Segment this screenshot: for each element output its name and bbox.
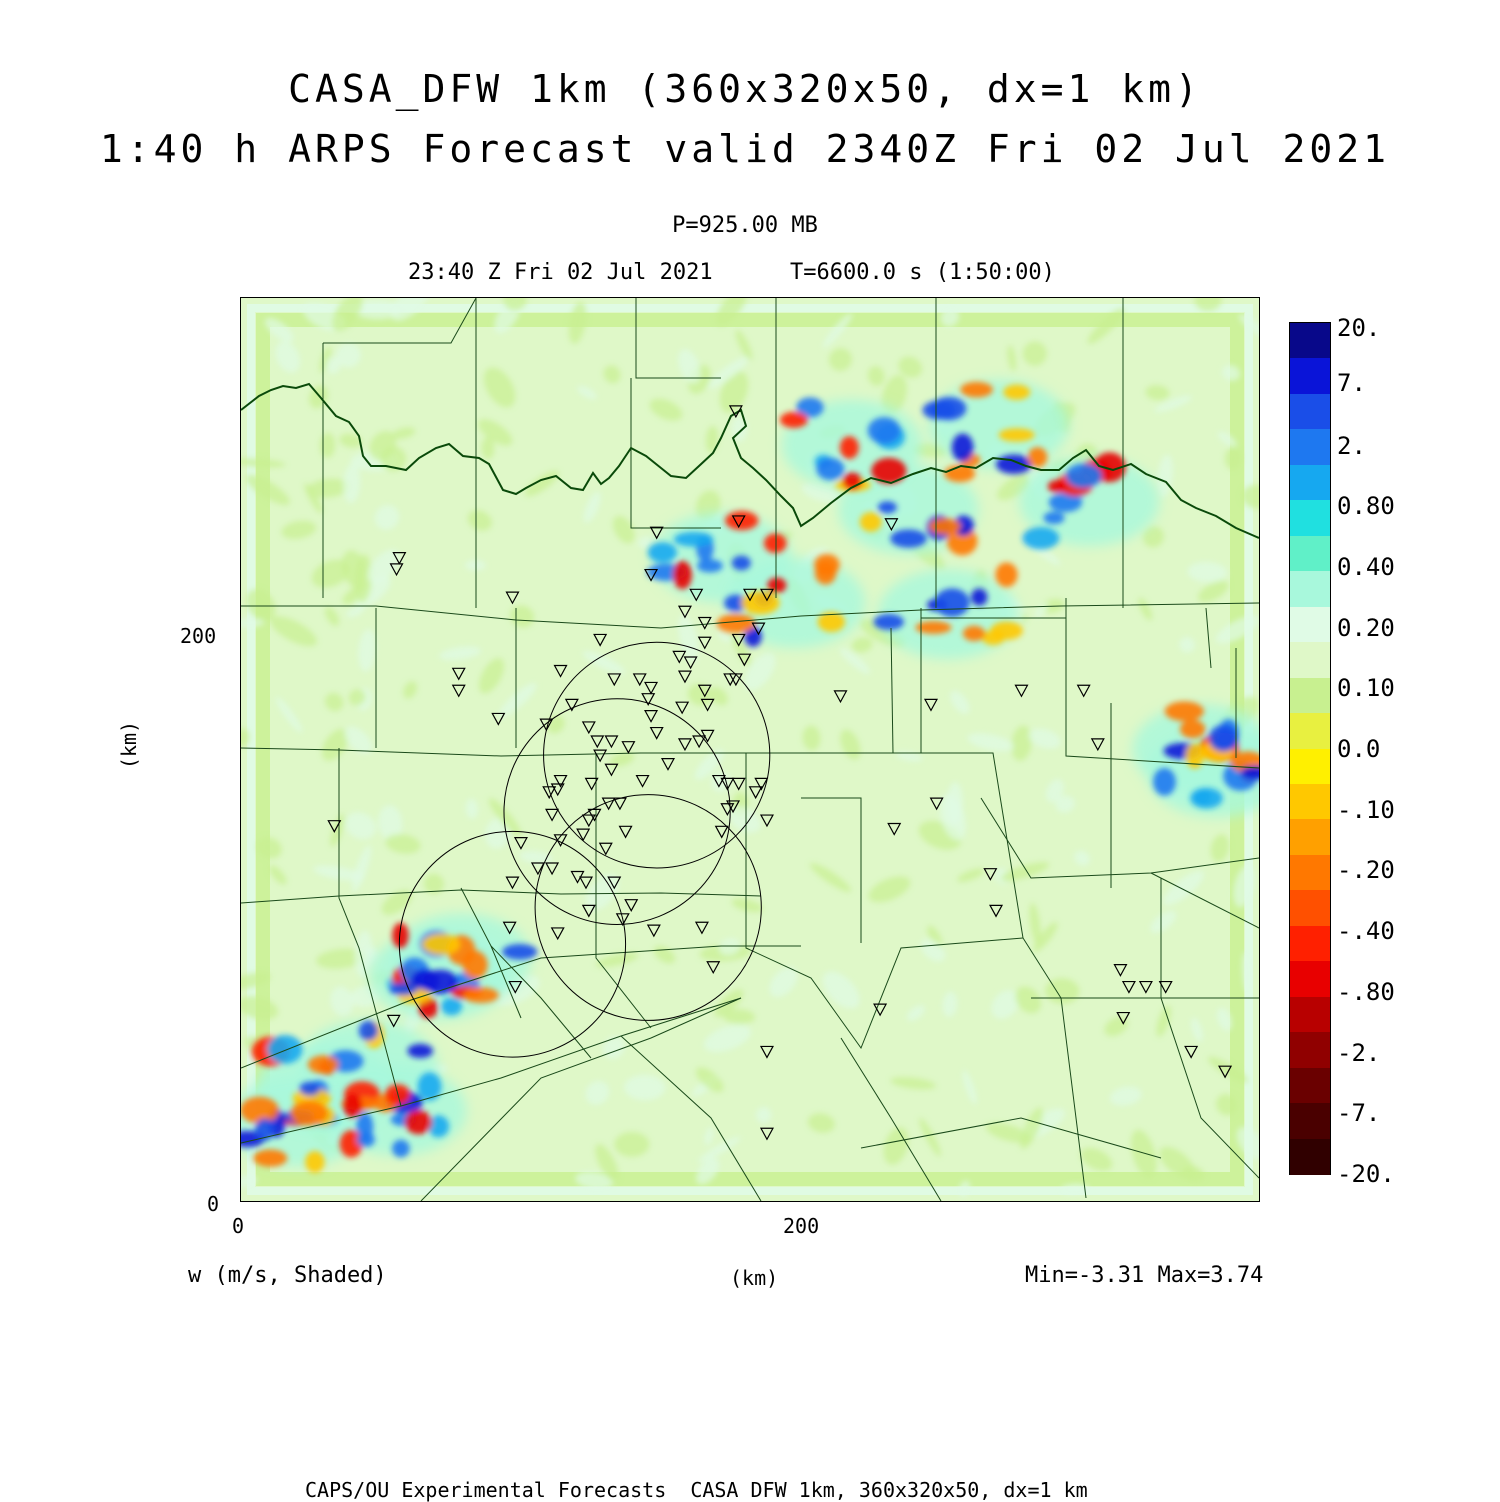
downdraft-cell	[1193, 789, 1210, 805]
downdraft-cell	[389, 982, 417, 995]
valid-time-label: 23:40 Z Fri 02 Jul 2021	[408, 260, 713, 285]
title-line-2: 1:40 h ARPS Forecast valid 2340Z Fri 02 Jul 2021	[99, 127, 1391, 171]
colorbar-segment	[1290, 394, 1330, 430]
downdraft-cell	[874, 614, 904, 630]
downdraft-cell	[732, 556, 751, 571]
colorbar-segment	[1290, 607, 1330, 643]
updraft-cell	[767, 578, 786, 594]
updraft-cell	[673, 561, 692, 589]
downdraft-cell	[674, 532, 714, 547]
updraft-cell	[995, 562, 1017, 587]
colorbar-segment	[1290, 926, 1330, 962]
downdraft-cell	[971, 588, 987, 605]
colorbar-segment	[1290, 1139, 1330, 1175]
updraft-cell	[764, 533, 787, 553]
colorbar-label: 20.	[1337, 314, 1381, 342]
updraft-cell	[840, 436, 859, 459]
updraft-halo	[929, 380, 1069, 470]
x-tick-label: 200	[783, 1214, 820, 1238]
colorbar-label: 7.	[1337, 369, 1366, 397]
updraft-cell	[780, 412, 808, 428]
colorbar-segment	[1290, 1032, 1330, 1068]
updraft-cell	[422, 934, 460, 955]
updraft-cell	[405, 1110, 432, 1134]
colorbar-segment	[1290, 713, 1330, 749]
downdraft-cell	[1043, 512, 1064, 525]
field-texture	[465, 560, 486, 571]
downdraft-cell	[357, 1132, 375, 1147]
colorbar-segment	[1290, 819, 1330, 855]
updraft-cell	[815, 562, 836, 585]
colorbar-segment	[1290, 500, 1330, 536]
downdraft-cell	[697, 559, 723, 572]
colorbar-segment	[1290, 536, 1330, 572]
colorbar-segment	[1290, 678, 1330, 714]
updraft-cell	[463, 987, 499, 1003]
updraft-cell	[290, 1101, 328, 1126]
title-line-1: CASA_DFW 1km (360x320x50, dx=1 km)	[288, 67, 1202, 111]
updraft-cell	[963, 626, 985, 641]
colorbar-label: 0.80	[1337, 492, 1395, 520]
y-tick-label: 200	[180, 624, 217, 648]
updraft-cell	[253, 1149, 287, 1166]
downdraft-cell	[407, 1044, 432, 1058]
downdraft-cell	[267, 1035, 302, 1064]
colorbar	[1289, 322, 1331, 1175]
w-field-map	[241, 298, 1259, 1201]
updraft-cell	[960, 382, 993, 398]
updraft-cell	[929, 518, 961, 534]
updraft-cell	[990, 621, 1023, 639]
colorbar-label: 0.10	[1337, 674, 1395, 702]
footer-credit: CAPS/OU Experimental Forecasts CASA DFW 1km, 360x320x50, dx=1 km	[305, 1478, 1088, 1502]
downdraft-cell	[868, 417, 901, 444]
downdraft-cell	[441, 997, 462, 1015]
updraft-cell	[717, 614, 756, 633]
downdraft-cell	[878, 501, 897, 513]
y-tick-label: 0	[207, 1192, 220, 1216]
updraft-cell	[1165, 701, 1204, 721]
downdraft-cell	[1022, 527, 1059, 549]
colorbar-segment	[1290, 571, 1330, 607]
downdraft-cell	[816, 458, 844, 480]
updraft-cell	[308, 1055, 339, 1073]
downdraft-cell	[502, 944, 537, 960]
downdraft-cell	[952, 433, 974, 461]
colorbar-segment	[1290, 855, 1330, 891]
downdraft-cell	[648, 542, 677, 562]
downdraft-cell	[996, 455, 1032, 474]
colorbar-label: -7.	[1337, 1099, 1381, 1127]
x-tick-label: 0	[232, 1214, 245, 1238]
x-axis-label: (km)	[730, 1266, 779, 1290]
updraft-cell	[999, 428, 1035, 441]
downdraft-cell	[934, 588, 969, 616]
y-axis-label: (km)	[117, 720, 142, 770]
downdraft-cell	[890, 529, 927, 547]
colorbar-segment	[1290, 642, 1330, 678]
colorbar-label: -.80	[1337, 978, 1395, 1006]
colorbar-segment	[1290, 749, 1330, 785]
updraft-cell	[241, 1097, 279, 1124]
updraft-cell	[305, 1151, 325, 1173]
min-max-label: Min=-3.31 Max=3.74	[1025, 1263, 1264, 1288]
field-texture	[614, 1132, 649, 1157]
downdraft-cell	[1066, 463, 1102, 488]
downdraft-cell	[1153, 768, 1176, 796]
field-texture	[1023, 341, 1047, 365]
updraft-cell	[1003, 385, 1030, 400]
field-label: w (m/s, Shaded)	[188, 1263, 387, 1288]
level-label: P=925.00 MB	[672, 213, 818, 238]
downdraft-cell	[418, 1072, 442, 1101]
sim-time-label: T=6600.0 s (1:50:00)	[790, 260, 1055, 285]
colorbar-label: -.20	[1337, 856, 1395, 884]
updraft-cell	[1028, 447, 1048, 467]
downdraft-cell	[392, 1140, 410, 1158]
downdraft-cell	[359, 1021, 378, 1041]
colorbar-segment	[1290, 465, 1330, 501]
colorbar-label: -.10	[1337, 796, 1395, 824]
colorbar-segment	[1290, 890, 1330, 926]
colorbar-segment	[1290, 323, 1330, 359]
colorbar-label: -.40	[1337, 917, 1395, 945]
updraft-cell	[463, 951, 488, 979]
colorbar-segment	[1290, 1103, 1330, 1139]
updraft-cell	[1180, 720, 1205, 739]
colorbar-label: 0.0	[1337, 735, 1381, 763]
updraft-cell	[1048, 480, 1067, 493]
colorbar-label: 2.	[1337, 432, 1366, 460]
updraft-cell	[860, 512, 882, 532]
colorbar-segment	[1290, 429, 1330, 465]
downdraft-cell	[931, 397, 966, 420]
colorbar-segment	[1290, 358, 1330, 394]
updraft-cell	[343, 1094, 362, 1117]
map-plot-area	[240, 297, 1260, 1202]
colorbar-label: -20.	[1337, 1160, 1395, 1188]
colorbar-segment	[1290, 961, 1330, 997]
downdraft-cell	[299, 1082, 320, 1096]
colorbar-label: 0.40	[1337, 553, 1395, 581]
downdraft-cell	[1215, 731, 1234, 749]
colorbar-segment	[1290, 784, 1330, 820]
colorbar-label: 0.20	[1337, 614, 1395, 642]
colorbar-label: -2.	[1337, 1039, 1381, 1067]
colorbar-segment	[1290, 997, 1330, 1033]
colorbar-segment	[1290, 1068, 1330, 1104]
